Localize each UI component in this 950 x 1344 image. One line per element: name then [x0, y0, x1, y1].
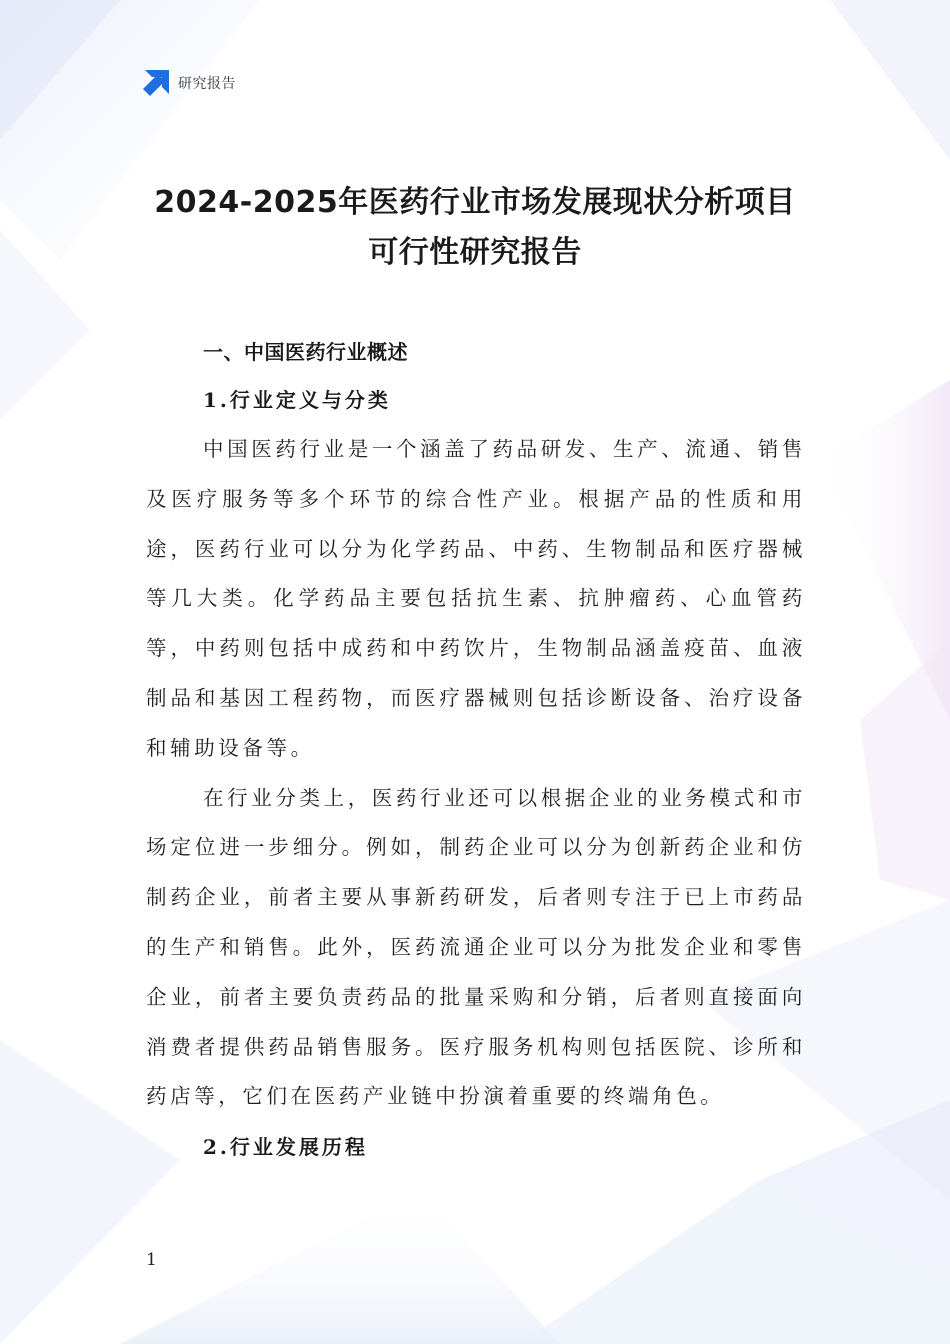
page-number: 1 — [146, 1250, 157, 1270]
section-heading: 一、中国医药行业概述 — [203, 340, 408, 364]
header — [143, 68, 236, 98]
subsection-heading: 2.行业发展历程 — [203, 1135, 368, 1160]
document-body — [146, 332, 806, 1172]
document-title: 2024-2025年医药行业市场发展现状分析项目可行性研究报告 — [154, 185, 796, 270]
header-label: 研究报告 — [178, 76, 236, 92]
body-paragraph: 中国医药行业是一个涵盖了药品研发、生产、流通、销售及医疗服务等多个环节的综合性产业。根据产品的性质和用途，医药行业可以分为化学药品、中药、生物制品和医疗器械等几大类。化学药品主要包括抗生素、抗肿瘤药、心血管药等，中药则包括中成药和中药饮片，生物制品涵盖疫苗、血液制品和基因工程药物，而医疗器械则包括诊断设备、治疗设备和辅助设备等。 — [146, 437, 806, 760]
subsection-heading: 1.行业定义与分类 — [203, 388, 391, 412]
body-paragraph: 在行业分类上，医药行业还可以根据企业的业务模式和市场定位进一步细分。例如，制药企业可以分为创新药企业和仿制药企业，前者主要从事新药研发，后者则专注于已上市药品的生产和销售。此外，医药流通企业可以分为批发企业和零售企业，前者主要负责药品的批量采购和分销，后者则直接面向消费者提供药品销售服务。医疗服务机构则包括医院、诊所和药店等，它们在医药产业链中扮演着重要的终端角色。 — [146, 785, 806, 1109]
arrow-up-right-icon — [143, 70, 169, 96]
